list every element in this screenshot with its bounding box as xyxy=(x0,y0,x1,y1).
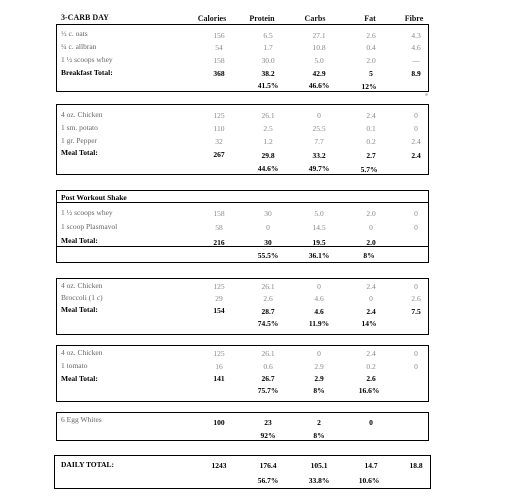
daily-carbs-total: 105.1 xyxy=(310,461,328,470)
food-item-label: 1 ½ scoops whey xyxy=(61,208,113,217)
fibre-value: 4.6 xyxy=(411,43,421,52)
food-item-label: 1 sm. potato xyxy=(61,123,98,132)
meal-total-label: Meal Total: xyxy=(61,236,98,245)
protein-total: 28.7 xyxy=(261,307,275,316)
meal-total-label: Meal Total: xyxy=(61,148,98,157)
daily-fat-percent: 10.6% xyxy=(358,476,380,485)
column-header-fat: Fat xyxy=(364,14,376,23)
carbs-value: 2.9 xyxy=(314,362,324,371)
daily-carbs-percent: 33.8% xyxy=(308,476,330,485)
page-title: 3-CARB DAY xyxy=(61,13,109,22)
calories-total: 267 xyxy=(213,150,225,159)
calories-value: 125 xyxy=(213,349,225,358)
fibre-value: 4.3 xyxy=(411,31,421,40)
fat-value: 2.0 xyxy=(366,56,376,65)
daily-protein-total: 176.4 xyxy=(259,461,277,470)
fat-percent: 16.6% xyxy=(358,386,380,395)
calories-total: 368 xyxy=(213,69,225,78)
food-item-label: 1 ½ scoops whey xyxy=(61,55,113,64)
protein-percent: 55.5% xyxy=(257,251,279,260)
fat-value: 2.4 xyxy=(366,349,376,358)
carbs-value: 10.8 xyxy=(312,43,326,52)
meal-total-label: Meal Total: xyxy=(61,374,98,383)
calories-value: 125 xyxy=(213,111,225,120)
calories-value: 32 xyxy=(215,137,223,146)
food-item-label: Broccoli (1 c) xyxy=(61,293,103,302)
fibre-value: 0 xyxy=(414,124,418,133)
carbs-percent: 8% xyxy=(313,386,325,395)
section-header: Post Workout Shake xyxy=(61,193,127,202)
fat-value: 0.1 xyxy=(366,124,376,133)
daily-calories-total: 1243 xyxy=(211,461,227,470)
fibre-value: 0 xyxy=(414,362,418,371)
carbs-percent: 46.6% xyxy=(308,81,330,90)
carbs-percent: 36.1% xyxy=(308,251,330,260)
protein-value: 26.1 xyxy=(261,111,275,120)
carbs-total: 4.6 xyxy=(314,307,324,316)
calories-value: 156 xyxy=(213,31,225,40)
food-item-label: 6 Egg Whites xyxy=(61,415,102,424)
fat-total: 0 xyxy=(369,418,373,427)
fibre-value: 2.6 xyxy=(411,294,421,303)
fat-percent: 12% xyxy=(361,82,377,91)
fibre-value: --- xyxy=(412,56,420,65)
protein-percent: 41.5% xyxy=(257,81,279,90)
protein-total: 30 xyxy=(264,238,272,247)
carbs-total: 42.9 xyxy=(312,69,326,78)
fibre-value: 0 xyxy=(414,282,418,291)
fat-total: 2.4 xyxy=(366,307,376,316)
protein-percent: 75.7% xyxy=(257,386,279,395)
fat-value: 0.4 xyxy=(366,43,376,52)
protein-value: 26.1 xyxy=(261,282,275,291)
fibre-total: 8.9 xyxy=(411,69,421,78)
carbs-value: 7.7 xyxy=(314,137,324,146)
calories-value: 110 xyxy=(213,124,225,133)
fat-value: 0 xyxy=(369,294,373,303)
calories-total: 141 xyxy=(213,374,225,383)
protein-value: 0 xyxy=(266,223,270,232)
food-item-label: ½ c. oats xyxy=(61,29,88,38)
protein-total: 23 xyxy=(264,418,272,427)
fat-total: 5 xyxy=(369,69,373,78)
food-item-label: 1 scoop Plasmavol xyxy=(61,222,118,231)
fat-value: 2.4 xyxy=(366,111,376,120)
protein-value: 6.5 xyxy=(263,31,273,40)
fat-value: 2.0 xyxy=(366,209,376,218)
fat-percent: 14% xyxy=(361,319,377,328)
calories-value: 16 xyxy=(215,362,223,371)
carbs-value: 5.0 xyxy=(314,56,324,65)
calories-value: 125 xyxy=(213,282,225,291)
calories-value: 29 xyxy=(215,294,223,303)
daily-protein-percent: 56.7% xyxy=(257,476,279,485)
carbs-value: 14.5 xyxy=(312,223,326,232)
carbs-total: 33.2 xyxy=(312,151,326,160)
calories-value: 158 xyxy=(213,56,225,65)
daily-fat-total: 14.7 xyxy=(364,461,378,470)
column-header-carbs: Carbs xyxy=(304,14,326,23)
protein-value: 1.7 xyxy=(263,43,273,52)
fibre-value: 0 xyxy=(414,111,418,120)
carbs-value: 5.0 xyxy=(314,209,324,218)
protein-value: 0.6 xyxy=(263,362,273,371)
carbs-percent: 11.9% xyxy=(308,319,330,328)
protein-total: 29.8 xyxy=(261,151,275,160)
fibre-value: 0 xyxy=(414,209,418,218)
fat-total: 2.0 xyxy=(366,238,376,247)
carbs-value: 0 xyxy=(317,282,321,291)
fat-value: 0 xyxy=(369,223,373,232)
column-header-fibre: Fibre xyxy=(404,14,424,23)
calories-total: 154 xyxy=(213,306,225,315)
protein-total: 26.7 xyxy=(261,374,275,383)
protein-value: 1.2 xyxy=(263,137,273,146)
carbs-total: 19.5 xyxy=(312,238,326,247)
food-item-label: 4 oz. Chicken xyxy=(61,281,103,290)
calories-value: 54 xyxy=(215,43,223,52)
carbs-total: 2.9 xyxy=(314,374,324,383)
food-item-label: 1 tomato xyxy=(61,361,88,370)
fibre-value: 0 xyxy=(414,349,418,358)
fat-percent: 8% xyxy=(363,251,375,260)
column-header-calories: Calories xyxy=(197,14,227,23)
protein-value: 30.0 xyxy=(261,56,275,65)
fat-value: 2.6 xyxy=(366,31,376,40)
fat-value: 0.2 xyxy=(366,137,376,146)
fat-total: 2.6 xyxy=(366,374,376,383)
meal-total-label: Breakfast Total: xyxy=(61,68,113,77)
scan-dot xyxy=(425,93,428,96)
carbs-value: 27.1 xyxy=(312,31,326,40)
carbs-value: 4.6 xyxy=(314,294,324,303)
calories-total: 216 xyxy=(213,238,225,247)
food-item-label: 1 gr. Pepper xyxy=(61,136,98,145)
protein-total: 38.2 xyxy=(261,69,275,78)
carbs-total: 2 xyxy=(317,418,321,427)
fibre-value: 0 xyxy=(414,223,418,232)
carbs-value: 0 xyxy=(317,111,321,120)
fat-value: 2.4 xyxy=(366,282,376,291)
protein-value: 26.1 xyxy=(261,349,275,358)
calories-total: 100 xyxy=(213,418,225,427)
fibre-value: 2.4 xyxy=(411,137,421,146)
protein-value: 2.5 xyxy=(263,124,273,133)
protein-percent: 74.5% xyxy=(257,319,279,328)
fat-total: 2.7 xyxy=(366,151,376,160)
fibre-total: 7.5 xyxy=(411,307,421,316)
food-item-label: ¼ c. allbran xyxy=(61,42,97,51)
daily-fibre-total: 18.8 xyxy=(409,461,423,470)
carbs-percent: 8% xyxy=(313,431,325,440)
protein-percent: 92% xyxy=(260,431,276,440)
daily-total-label: DAILY TOTAL: xyxy=(61,460,115,469)
section-divider xyxy=(56,202,429,203)
protein-value: 2.6 xyxy=(263,294,273,303)
calories-value: 158 xyxy=(213,209,225,218)
protein-percent: 44.6% xyxy=(257,164,279,173)
fat-value: 0.2 xyxy=(366,362,376,371)
meal-total-label: Meal Total: xyxy=(61,305,98,314)
food-item-label: 4 oz. Chicken xyxy=(61,348,103,357)
fat-percent: 5.7% xyxy=(360,165,378,174)
food-item-label: 4 oz. Chicken xyxy=(61,110,103,119)
calories-value: 58 xyxy=(215,223,223,232)
carbs-value: 0 xyxy=(317,349,321,358)
protein-value: 30 xyxy=(264,209,272,218)
carbs-value: 25.5 xyxy=(312,124,326,133)
carbs-percent: 49.7% xyxy=(308,164,330,173)
fibre-total: 2.4 xyxy=(411,151,421,160)
column-header-protein: Protein xyxy=(249,14,275,23)
